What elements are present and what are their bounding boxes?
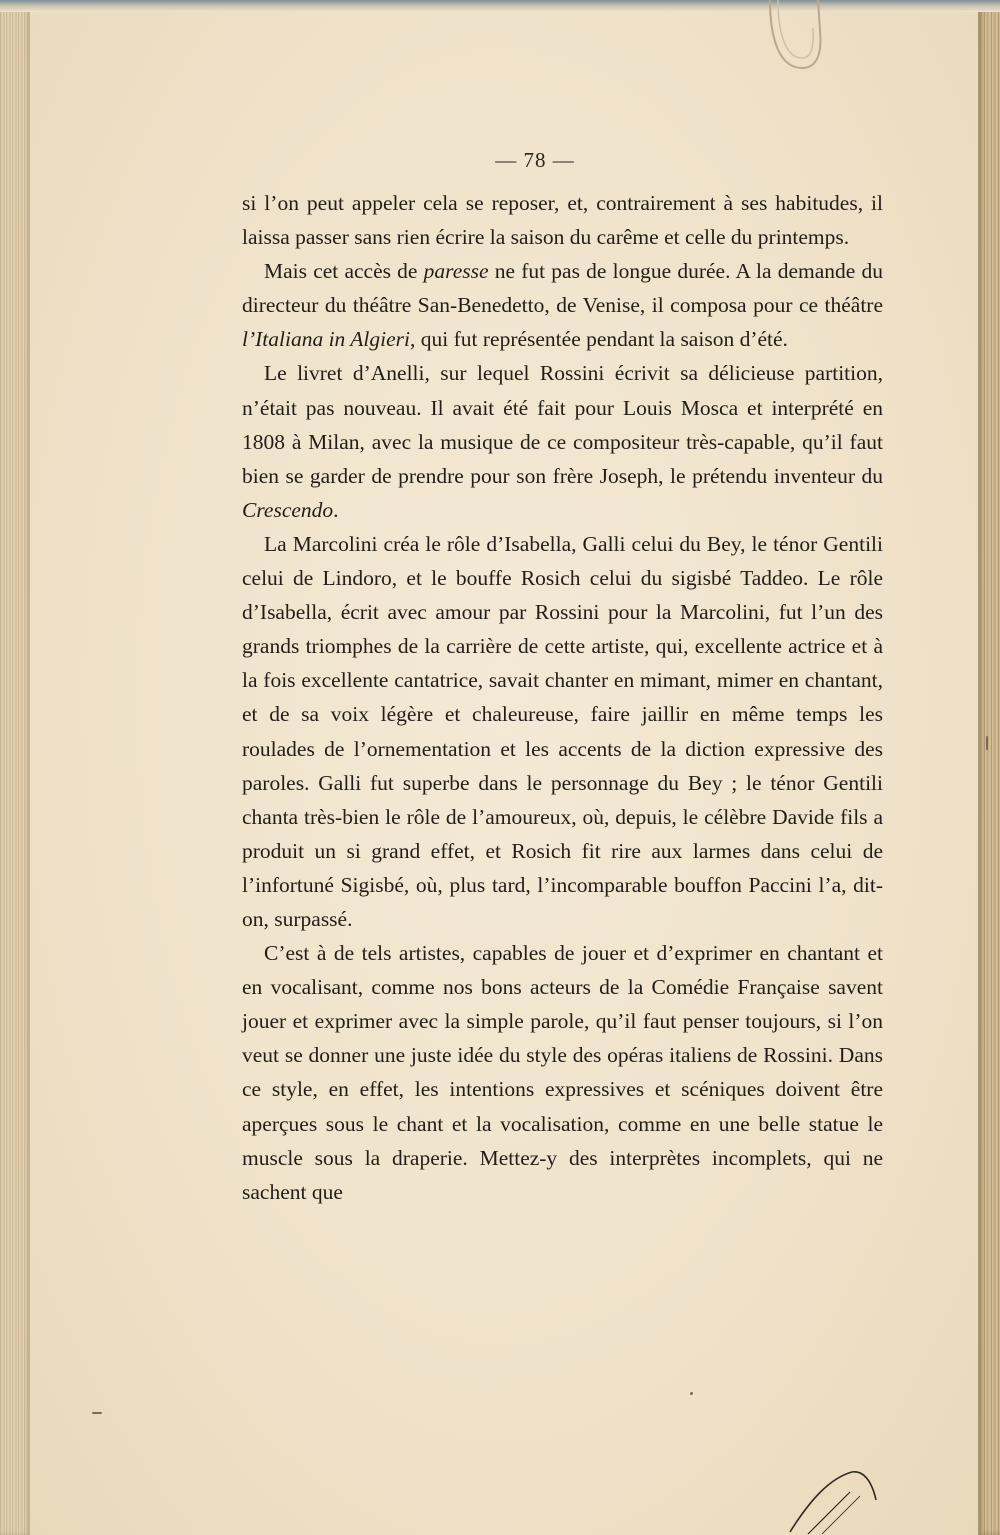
left-page-edges bbox=[0, 0, 30, 1535]
paper-speck bbox=[986, 736, 988, 750]
paragraph bbox=[242, 254, 883, 356]
text-run: ne fut pas de longue durée. A la demande du directeur du théâtre San-Benedetto, de Venise, il composa pour ce théâtre bbox=[242, 259, 883, 318]
text-run: si l’on peut appeler cela se reposer, et, contrairement à ses habitudes, il laissa passer sans rien écrire la saison du carême et celle du printemps. bbox=[242, 191, 883, 250]
text-run: La Marcolini créa le rôle d’Isabella, Galli celui du Bey, le ténor Gentili celui de Lindoro, et le bouffe Rosich celui du sigisbé Taddeo. Le rôle d’Isabella, écrit avec amour par Rossini pour la Marcolini, fut l’un des grands triomphes de la carrière de cette artiste, qui, excellente actrice et à la fois excellente cantatrice, savait chanter en mimant, mimer en chantant, et de sa voix légère et chaleureuse, faire jaillir en même temps les roulades de l’ornementation et les accents de la diction expressive des paroles. Galli fut superbe dans le personnage du Bey ; le ténor Gentili chanta très-bien le rôle de l’amoureux, où, depuis, le célèbre Davide fils a produit un si grand effet, et Rosich fit rire aux larmes dans celui de l’infortuné Sigisbé, où, plus tard, l’incomparable bouffon Paccini l’a, dit-on, surpassé. bbox=[242, 531, 883, 931]
text-run: Le livret d’Anelli, sur lequel Rossini écrivit sa délicieuse partition, n’était pas nouveau. Il avait été fait pour Louis Mosca et interprété en 1808 à Milan, avec la musique de ce compositeur très-capable, qu’il faut bien se garder de prendre pour son frère Joseph, le prétendu inventeur du bbox=[242, 361, 883, 488]
text-run: . bbox=[333, 497, 339, 522]
italic-text: l’Italiana in Algieri bbox=[242, 327, 411, 352]
paragraph bbox=[242, 186, 883, 254]
paragraph bbox=[242, 936, 883, 1209]
paper-clip-mark bbox=[760, 0, 830, 75]
paper-speck bbox=[690, 1392, 693, 1395]
text-run: C’est à de tels artistes, capables de jouer et d’exprimer en chantant et en vocalisant, comme nos bons acteurs de la Comédie Française savent jouer et exprimer avec la simple parole, qu’il faut penser toujours, si l’on veut se donner une juste idée du style des opéras italiens de Rossini. Dans ce style, en effet, les intentions expressives et scéniques doivent être aperçues sous le chant et la vocalisation, comme en une belle statue le muscle sous la draperie. Mettez-y des interprètes incomplets, qui ne sachent que bbox=[242, 941, 883, 1204]
corner-fold-mark bbox=[780, 1460, 890, 1535]
paragraph bbox=[242, 527, 883, 936]
italic-text: Crescendo bbox=[242, 497, 334, 522]
text-run: Mais cet accès de bbox=[264, 259, 424, 284]
right-page-edges bbox=[978, 0, 1000, 1535]
text-run: , qui fut représentée pendant la saison d’été. bbox=[410, 327, 788, 352]
top-edge-strip bbox=[0, 0, 1000, 12]
page-number: — 78 — bbox=[495, 148, 575, 172]
italic-text: paresse bbox=[423, 259, 489, 284]
paragraph bbox=[242, 356, 883, 526]
paper-speck bbox=[92, 1412, 102, 1414]
body-text bbox=[242, 186, 883, 1209]
